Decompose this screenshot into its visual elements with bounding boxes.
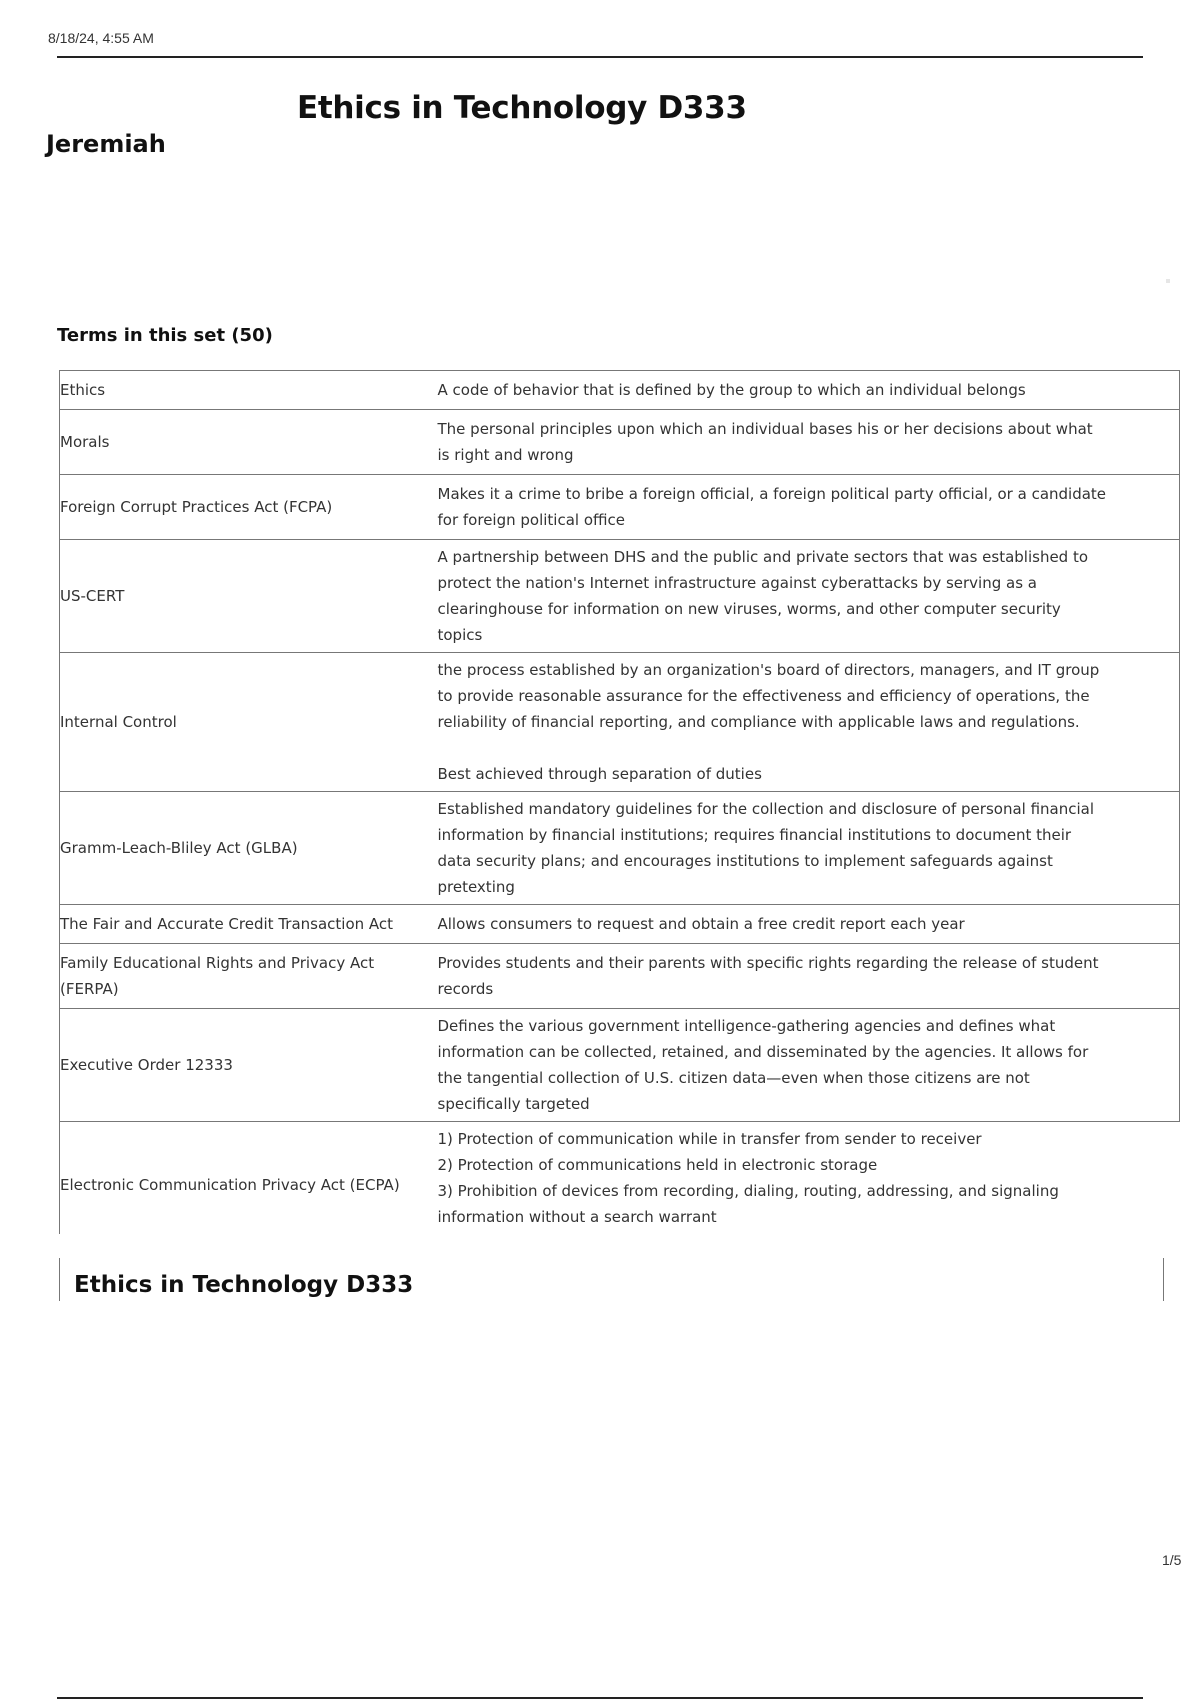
definition-cell: A code of behavior that is defined by the group to which an individual belongs	[407, 371, 1180, 410]
print-timestamp: 8/18/24, 4:55 AM	[48, 30, 154, 46]
term-cell: US-CERT	[60, 540, 407, 653]
terms-set-heading: Terms in this set (50)	[57, 325, 273, 346]
table-row	[60, 905, 1180, 944]
bottom-divider	[57, 1697, 1143, 1699]
table-row	[60, 944, 1180, 1009]
page-number: 1/5	[1162, 1552, 1182, 1568]
term-cell: Executive Order 12333	[60, 1009, 407, 1122]
table-row	[60, 792, 1180, 905]
table-row	[60, 1009, 1180, 1122]
term-cell: Morals	[60, 410, 407, 475]
definition-cell: A partnership between DHS and the public and private sectors that was established to protect the nation's Internet infrastructure against cyberattacks by serving as a clearinghouse for information on new viruses, worms, and other computer security topics	[407, 540, 1180, 653]
definition-cell: Provides students and their parents with specific rights regarding the release of student records	[407, 944, 1180, 1009]
definition-cell: Defines the various government intelligence-gathering agencies and defines what information can be collected, retained, and disseminated by the agencies. It allows for the tangential collection of U.S. citizen data—even when those citizens are not specifically targeted	[407, 1009, 1180, 1122]
term-cell: The Fair and Accurate Credit Transaction Act	[60, 905, 407, 944]
table-row	[60, 1122, 1180, 1235]
table-row	[60, 410, 1180, 475]
definition-cell: Established mandatory guidelines for the collection and disclosure of personal financial information by financial institutions; requires financial institutions to document their data security plans; and encourages institutions to implement safeguards against pretexting	[407, 792, 1180, 905]
terms-table	[59, 370, 1180, 1234]
table-row	[60, 653, 1180, 792]
table-row	[60, 540, 1180, 653]
author-name: Jeremiah	[46, 130, 166, 158]
definition-cell: 1) Protection of communication while in transfer from sender to receiver 2) Protection of communications held in electronic storage 3) Prohibition of devices from recording, dialing, routing, addressing, and signaling information without a search warrant	[407, 1122, 1180, 1235]
definition-cell: Allows consumers to request and obtain a free credit report each year	[407, 905, 1180, 944]
table-row	[60, 475, 1180, 540]
term-cell: Electronic Communication Privacy Act (ECPA)	[60, 1122, 407, 1235]
term-cell: Family Educational Rights and Privacy Act (FERPA)	[60, 944, 407, 1009]
top-divider	[57, 56, 1143, 58]
table-row	[60, 371, 1180, 410]
term-cell: Gramm-Leach-Bliley Act (GLBA)	[60, 792, 407, 905]
decorative-dot	[1166, 279, 1170, 283]
term-cell: Internal Control	[60, 653, 407, 792]
footer-title: Ethics in Technology D333	[74, 1272, 414, 1298]
page-title: Ethics in Technology D333	[297, 90, 747, 126]
definition-cell: The personal principles upon which an individual bases his or her decisions about what is right and wrong	[407, 410, 1180, 475]
term-cell: Ethics	[60, 371, 407, 410]
term-cell: Foreign Corrupt Practices Act (FCPA)	[60, 475, 407, 540]
definition-cell: the process established by an organization's board of directors, managers, and IT group to provide reasonable assurance for the effectiveness and efficiency of operations, the reliability of financial reporting, and compliance with applicable laws and regulations. Best achieved through separation of duties	[407, 653, 1180, 792]
definition-cell: Makes it a crime to bribe a foreign official, a foreign political party official, or a candidate for foreign political office	[407, 475, 1180, 540]
